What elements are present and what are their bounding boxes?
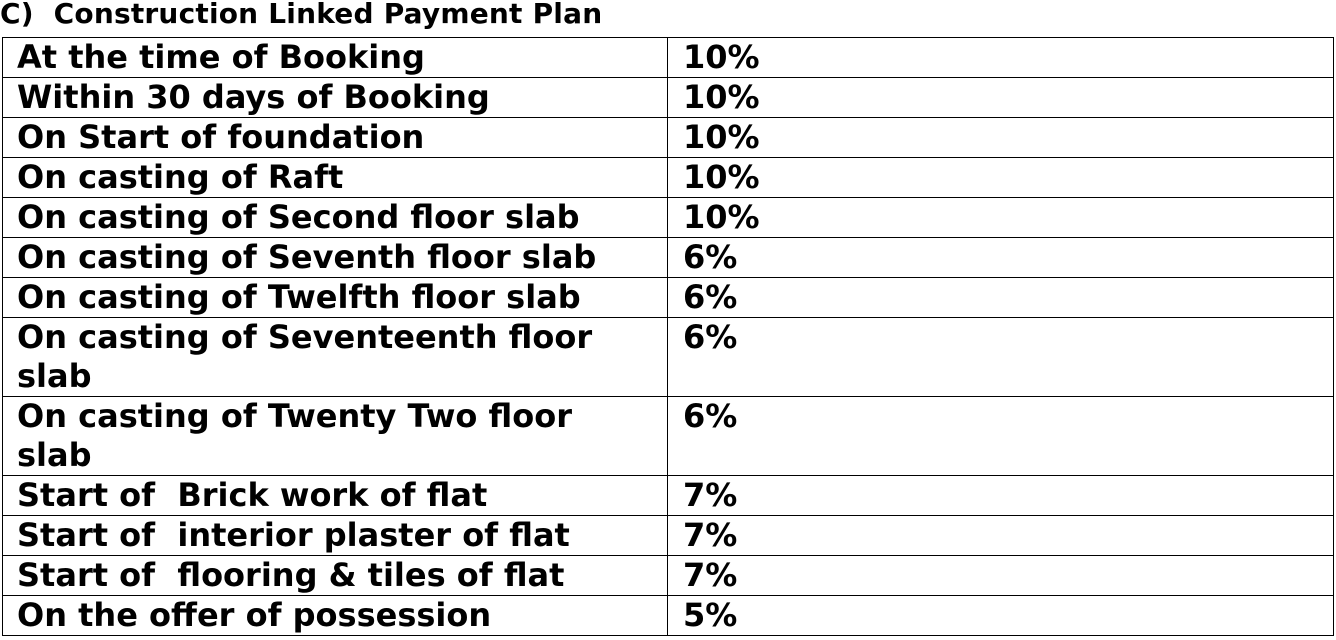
page-title (0, 0, 602, 30)
payment-stage-cell: Start of flooring & tiles of flat (3, 556, 668, 596)
payment-percent-cell: 6% (668, 318, 1334, 397)
table-row (3, 397, 1334, 476)
payment-plan-body (3, 38, 1334, 636)
payment-plan-table (2, 37, 1334, 636)
payment-percent-cell: 7% (668, 556, 1334, 596)
table-row (3, 318, 1334, 397)
payment-percent-cell: 6% (668, 238, 1334, 278)
payment-percent-cell: 10% (668, 38, 1334, 78)
payment-percent-cell: 10% (668, 198, 1334, 238)
payment-stage-cell: Start of interior plaster of flat (3, 516, 668, 556)
payment-stage-cell: On casting of Twelfth floor slab (3, 278, 668, 318)
payment-stage-cell: Within 30 days of Booking (3, 78, 668, 118)
table-row (3, 118, 1334, 158)
payment-percent-cell: 10% (668, 78, 1334, 118)
payment-percent-cell: 10% (668, 158, 1334, 198)
section-marker: C) (0, 0, 34, 30)
table-row (3, 556, 1334, 596)
payment-percent-cell: 5% (668, 596, 1334, 636)
payment-percent-cell: 6% (668, 278, 1334, 318)
payment-percent-cell: 7% (668, 476, 1334, 516)
payment-stage-cell: On casting of Seventeenth floor slab (3, 318, 668, 397)
table-row (3, 238, 1334, 278)
payment-stage-cell: On casting of Second floor slab (3, 198, 668, 238)
table-row (3, 596, 1334, 636)
payment-stage-cell: On Start of foundation (3, 118, 668, 158)
payment-percent-cell: 10% (668, 118, 1334, 158)
table-row (3, 516, 1334, 556)
table-row (3, 38, 1334, 78)
section-title: Construction Linked Payment Plan (53, 0, 603, 30)
payment-percent-cell: 6% (668, 397, 1334, 476)
table-row (3, 278, 1334, 318)
payment-stage-cell: Start of Brick work of flat (3, 476, 668, 516)
payment-stage-cell: On casting of Twenty Two floor slab (3, 397, 668, 476)
payment-stage-cell: On casting of Raft (3, 158, 668, 198)
payment-stage-cell: On casting of Seventh floor slab (3, 238, 668, 278)
payment-stage-cell: At the time of Booking (3, 38, 668, 78)
table-row (3, 158, 1334, 198)
payment-percent-cell: 7% (668, 516, 1334, 556)
table-row (3, 198, 1334, 238)
table-row (3, 78, 1334, 118)
table-row (3, 476, 1334, 516)
payment-stage-cell: On the offer of possession (3, 596, 668, 636)
